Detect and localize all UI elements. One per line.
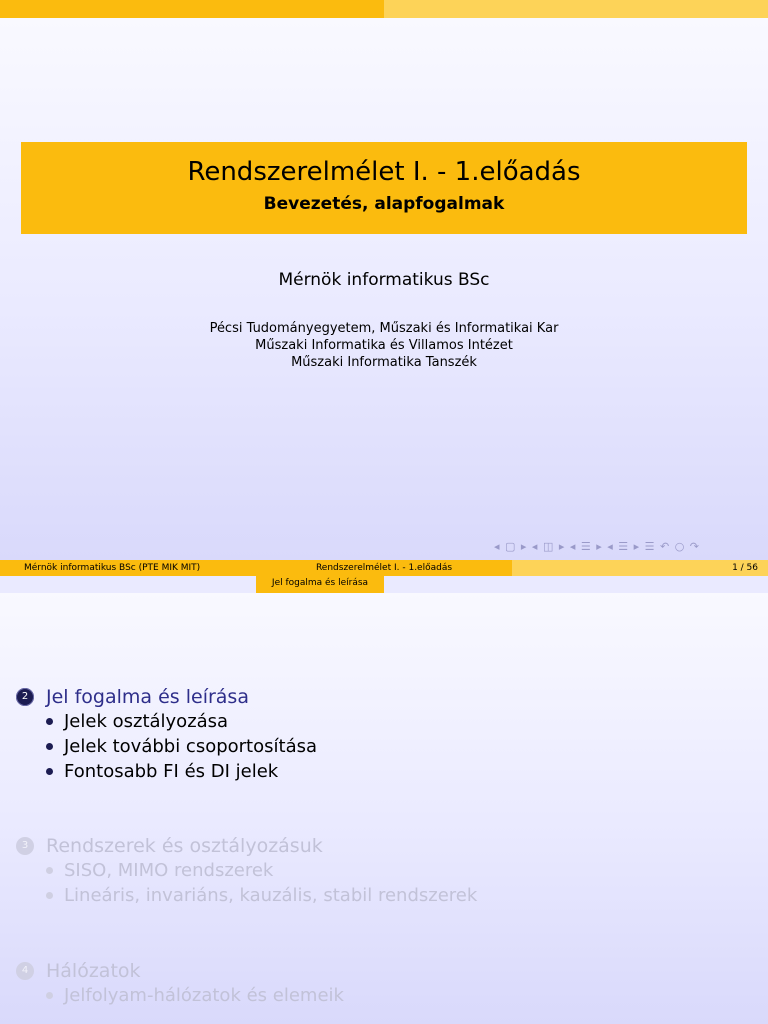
headline-bar-right — [384, 0, 768, 18]
headline-current-section[interactable]: Jel fogalma és leírása — [256, 576, 384, 593]
footer-page-number: 1 / 56 — [512, 560, 768, 576]
toc-subsection[interactable] — [46, 858, 477, 883]
toc-subsection[interactable] — [46, 983, 344, 1008]
toc-subsection[interactable] — [46, 734, 317, 759]
toc-section-title[interactable]: Rendszerek és osztályozásuk — [46, 835, 323, 857]
institution-line: Műszaki Informatika és Villamos Intézet — [255, 338, 513, 353]
footer-title: Rendszerelmélet I. - 1.előadás — [256, 560, 512, 576]
toc-subsection-label[interactable]: Jelek további csoportosítása — [64, 736, 318, 757]
toc-subsection-label[interactable]: Jelfolyam-hálózatok és elemeik — [64, 985, 344, 1006]
bullet-icon — [46, 992, 53, 999]
toc-section-4[interactable] — [16, 959, 344, 1008]
toc-section-title[interactable]: Hálózatok — [46, 960, 141, 982]
toc-section-3[interactable] — [16, 834, 477, 908]
toc-subsection-label[interactable]: Lineáris, invariáns, kauzális, stabil rendszerek — [64, 885, 478, 906]
institution-line: Pécsi Tudományegyetem, Műszaki és Informatikai Kar — [209, 321, 559, 336]
presentation-subtitle: Bevezetés, alapfogalmak — [263, 194, 505, 214]
bullet-icon — [46, 718, 53, 725]
toc-section-heading[interactable] — [16, 834, 477, 858]
toc-section-title[interactable]: Jel fogalma és leírása — [46, 686, 249, 708]
headline-bar-left — [0, 0, 384, 18]
toc-subsection[interactable] — [46, 759, 317, 784]
footer-author: Mérnök informatikus BSc (PTE MIK MIT) — [0, 560, 256, 576]
section-number-badge: 2 — [16, 688, 34, 706]
toc-subsection[interactable] — [46, 883, 477, 908]
section-headline — [0, 576, 768, 593]
bullet-icon — [46, 743, 53, 750]
navigation-symbols[interactable]: ◂ ▢ ▸ ◂ ◫ ▸ ◂ ☰ ▸ ◂ ☰ ▸ ☰ ↶ ○ ↷ — [494, 540, 701, 553]
footline — [0, 560, 768, 576]
toc-subsection-label[interactable]: Jelek osztályozása — [64, 711, 229, 732]
institution-line: Műszaki Informatika Tanszék — [291, 355, 477, 370]
bullet-icon — [46, 867, 53, 874]
toc-subsection-label[interactable]: SISO, MIMO rendszerek — [64, 860, 274, 881]
toc-section-heading[interactable] — [16, 685, 317, 709]
section-number-badge: 4 — [16, 962, 34, 980]
author: Mérnök informatikus BSc — [278, 270, 490, 290]
toc-subsection-label[interactable]: Fontosabb FI és DI jelek — [64, 761, 279, 782]
title-box — [21, 142, 747, 234]
bullet-icon — [46, 768, 53, 775]
presentation-title: Rendszerelmélet I. - 1.előadás — [187, 157, 581, 187]
headline-bar — [0, 0, 768, 18]
headline-spacer-right — [384, 576, 768, 593]
toc-subsection[interactable] — [46, 709, 317, 734]
section-number-badge: 3 — [16, 837, 34, 855]
toc-section-2[interactable] — [16, 685, 317, 784]
outline-slide — [0, 576, 768, 1024]
headline-spacer-left — [0, 576, 256, 593]
institution — [0, 320, 768, 371]
bullet-icon — [46, 892, 53, 899]
toc-section-heading[interactable] — [16, 959, 344, 983]
